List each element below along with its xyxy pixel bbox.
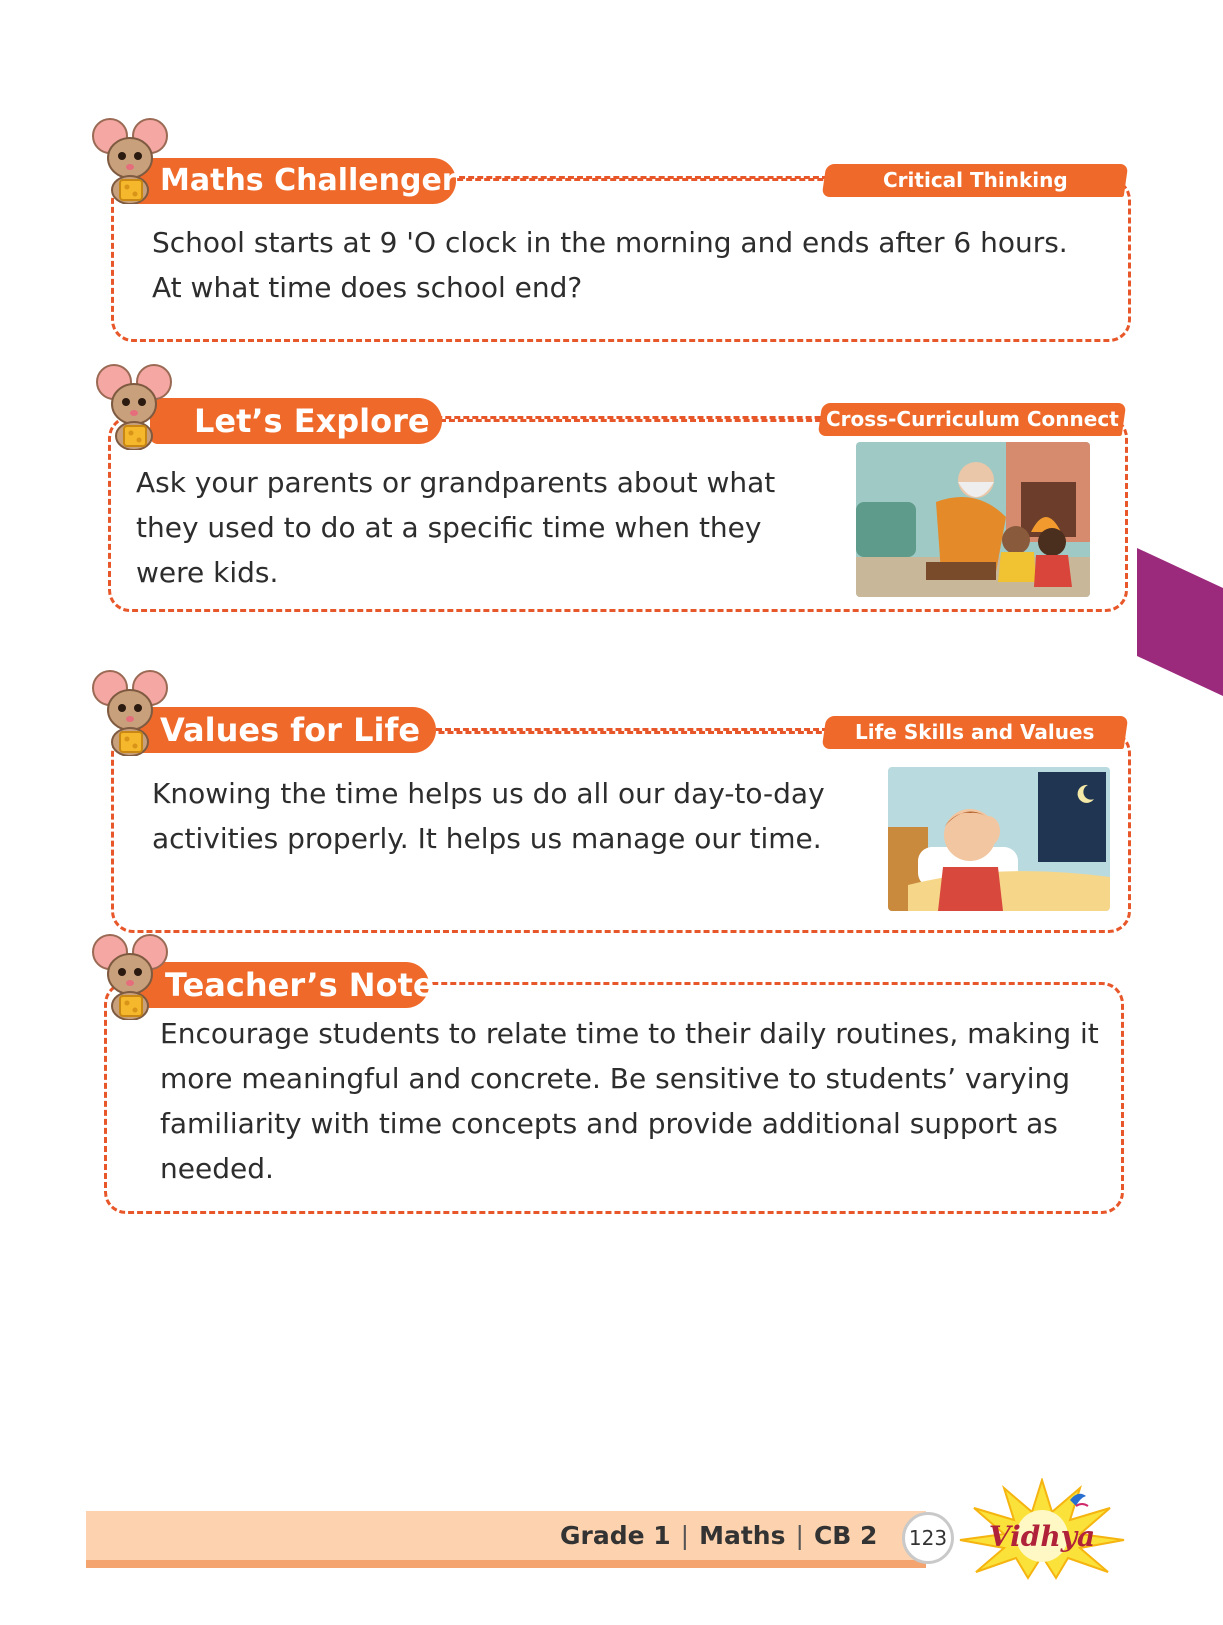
mouse-mascot-icon — [90, 666, 170, 756]
footer-info — [560, 1521, 877, 1550]
header-divider — [450, 176, 828, 179]
body-line: Ask your parents or grandparents about what — [136, 466, 776, 499]
body-line: they used to do at a specific time when they — [136, 511, 762, 544]
body-line: Knowing the time helps us do all our day-to-day — [152, 777, 825, 810]
section-body — [136, 460, 775, 595]
body-line: School starts at 9 'O clock in the morning and ends after 6 hours. — [152, 226, 1068, 259]
vidhya-logo — [958, 1478, 1126, 1580]
footer-separator: | — [680, 1521, 690, 1550]
section-body — [152, 771, 825, 861]
skill-tag — [818, 403, 1127, 436]
sleepy-boy-illustration — [888, 767, 1110, 911]
chapter-side-tab — [1137, 548, 1223, 696]
header-divider — [436, 728, 828, 731]
section-body — [152, 220, 1068, 310]
skill-tag — [822, 716, 1129, 749]
body-line: were kids. — [136, 556, 279, 589]
footer-band-edge — [86, 1560, 926, 1568]
footer-book: CB 2 — [813, 1521, 878, 1550]
skill-tag-label: Life Skills and Values — [855, 720, 1095, 744]
footer-subject: Maths — [699, 1521, 786, 1550]
skill-tag-label: Cross-Curriculum Connect — [825, 407, 1119, 431]
body-line: needed. — [160, 1152, 274, 1185]
section-heading: Teacher’s Note — [135, 962, 429, 1008]
mouse-mascot-icon — [94, 360, 174, 450]
body-line: familiarity with time concepts and provide additional support as — [160, 1107, 1058, 1140]
section-heading: Values for Life — [130, 707, 436, 753]
header-divider — [440, 419, 830, 422]
mouse-mascot-icon — [90, 930, 170, 1020]
skill-tag — [822, 164, 1129, 197]
body-line: more meaningful and concrete. Be sensitive to students’ varying — [160, 1062, 1071, 1095]
skill-tag-label: Critical Thinking — [882, 168, 1068, 192]
body-line: At what time does school end? — [152, 271, 583, 304]
grandfather-with-children-illustration — [856, 442, 1090, 597]
section-heading: Let’s Explore — [150, 398, 442, 444]
body-line: activities properly. It helps us manage our time. — [152, 822, 822, 855]
section-heading: Maths Challenger — [130, 158, 456, 204]
section-body — [160, 1011, 1099, 1191]
mouse-mascot-icon — [90, 114, 170, 204]
body-line: Encourage students to relate time to their daily routines, making it — [160, 1017, 1099, 1050]
footer-separator: | — [795, 1521, 804, 1550]
footer-grade: Grade 1 — [560, 1521, 671, 1550]
page-number: 123 — [902, 1512, 954, 1564]
vidhya-logo-text: Vidhya — [988, 1520, 1096, 1553]
